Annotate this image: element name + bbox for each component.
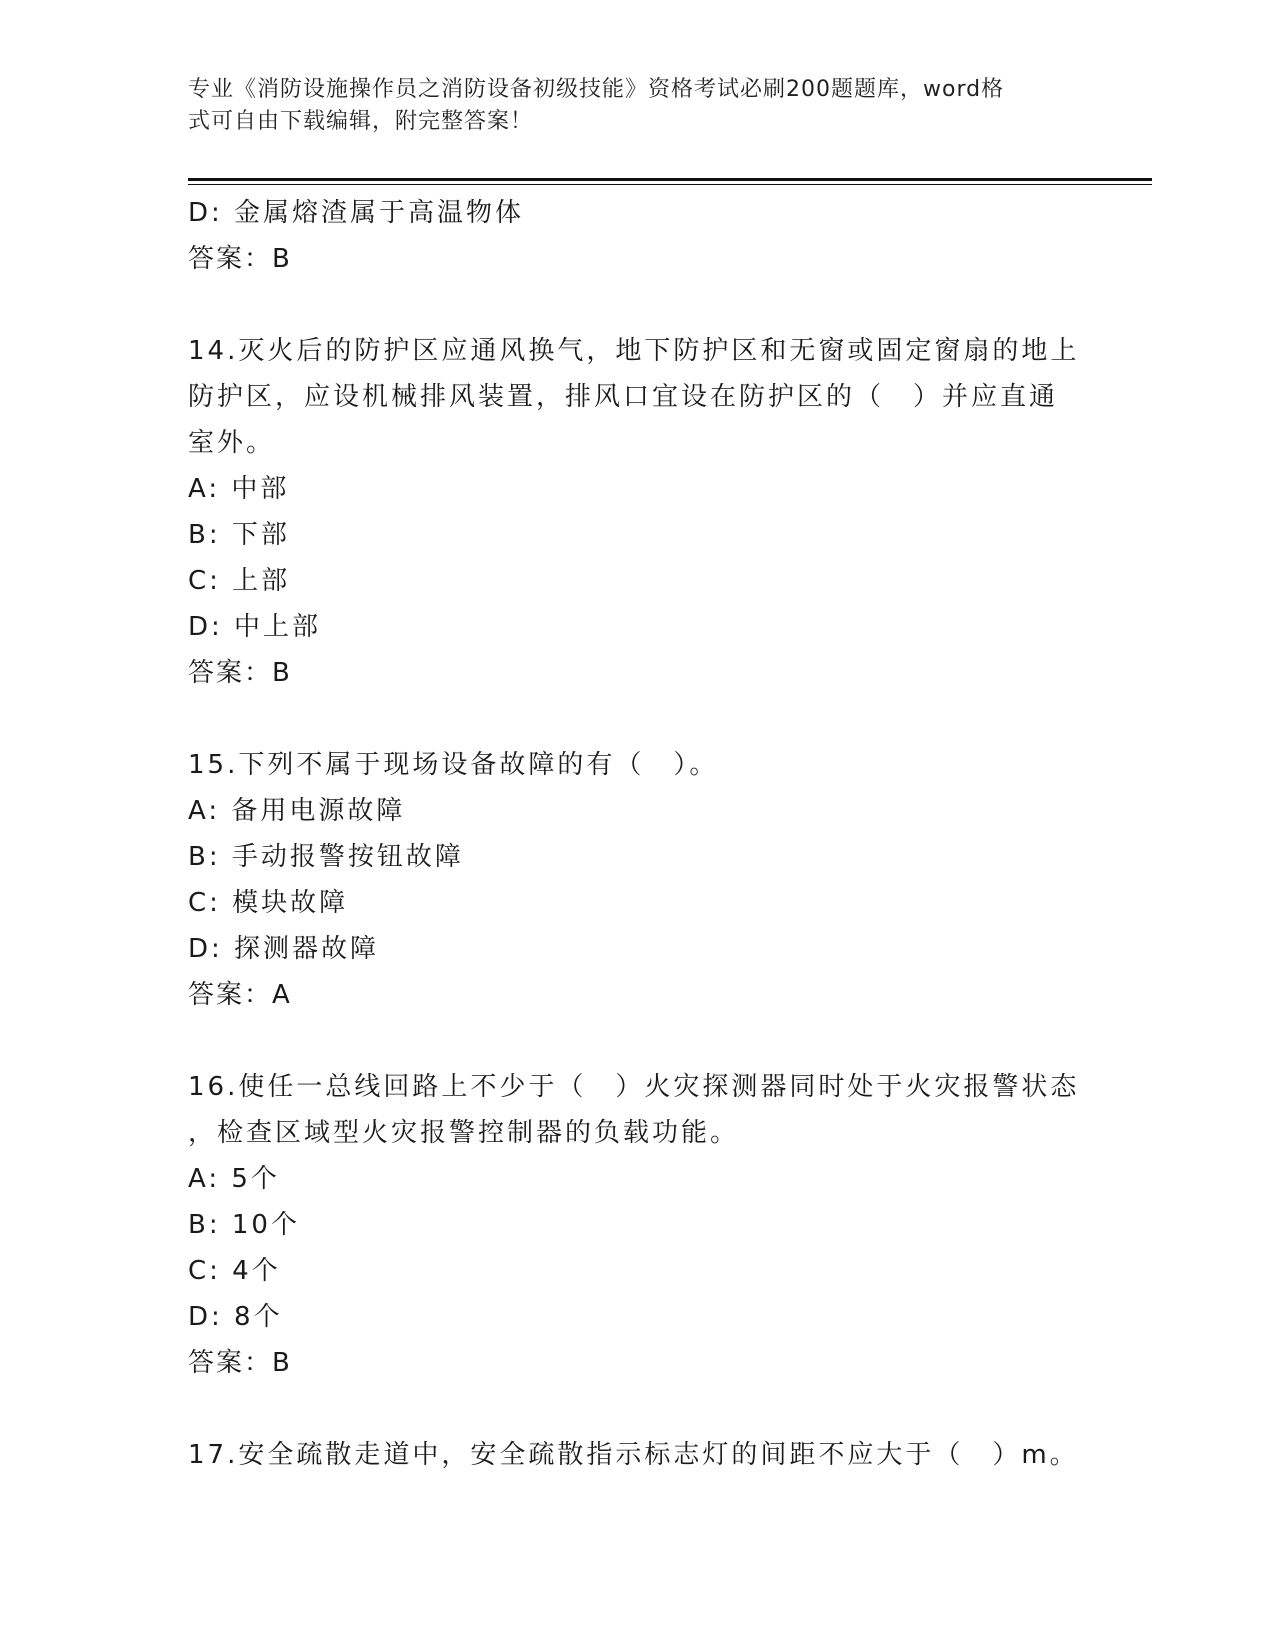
question-text-line: ，检查区域型火灾报警控制器的负载功能。 xyxy=(188,1118,740,1148)
spacer xyxy=(188,696,1088,742)
previous-question-tail xyxy=(188,190,1088,282)
answer-line: 答案：A xyxy=(188,980,292,1010)
header-rule-thick xyxy=(188,178,1152,181)
answer-line: 答案：B xyxy=(188,658,292,688)
header-line-2: 式可自由下载编辑，附完整答案！ xyxy=(188,109,534,134)
option-b: B: 下部 xyxy=(188,520,290,550)
question-text-line: 16.使任一总线回路上不少于（ ）火灾探测器同时处于火灾报警状态 xyxy=(188,1072,1080,1102)
question-15 xyxy=(188,742,1088,1018)
option-a: A: 5个 xyxy=(188,1164,280,1194)
answer-line: 答案：B xyxy=(188,1348,292,1378)
question-text-line: 14.灭火后的防护区应通风换气，地下防护区和无窗或固定窗扇的地上 xyxy=(188,336,1080,366)
option-a: A: 中部 xyxy=(188,474,290,504)
option-c: C: 模块故障 xyxy=(188,888,349,918)
option-c: C: 4个 xyxy=(188,1256,281,1286)
document-body xyxy=(188,190,1088,1478)
question-17 xyxy=(188,1432,1088,1478)
option-d: D: 8个 xyxy=(188,1302,283,1332)
question-16 xyxy=(188,1064,1088,1386)
question-text-line: 防护区，应设机械排风装置，排风口宜设在防护区的（ ）并应直通 xyxy=(188,382,1059,412)
option-c: C: 上部 xyxy=(188,566,291,596)
option-d: D: 探测器故障 xyxy=(188,934,380,964)
option-d: D: 金属熔渣属于高温物体 xyxy=(188,198,525,228)
header-rule-thin xyxy=(188,184,1152,185)
question-text-line: 17.安全疏散走道中，安全疏散指示标志灯的间距不应大于（ ）m。 xyxy=(188,1440,1079,1470)
spacer xyxy=(188,282,1088,328)
page-header xyxy=(188,74,1088,138)
question-text-line: 室外。 xyxy=(188,428,276,458)
option-d: D: 中上部 xyxy=(188,612,322,642)
header-line-1: 专业《消防设施操作员之消防设备初级技能》资格考试必刷200题题库，word格 xyxy=(188,77,1005,102)
spacer xyxy=(188,1386,1088,1432)
question-14 xyxy=(188,328,1088,696)
answer-line: 答案：B xyxy=(188,244,292,274)
option-a: A: 备用电源故障 xyxy=(188,796,406,826)
spacer xyxy=(188,1018,1088,1064)
option-b: B: 手动报警按钮故障 xyxy=(188,842,464,872)
question-text-line: 15.下列不属于现场设备故障的有（ ）。 xyxy=(188,750,719,780)
option-b: B: 10个 xyxy=(188,1210,300,1240)
